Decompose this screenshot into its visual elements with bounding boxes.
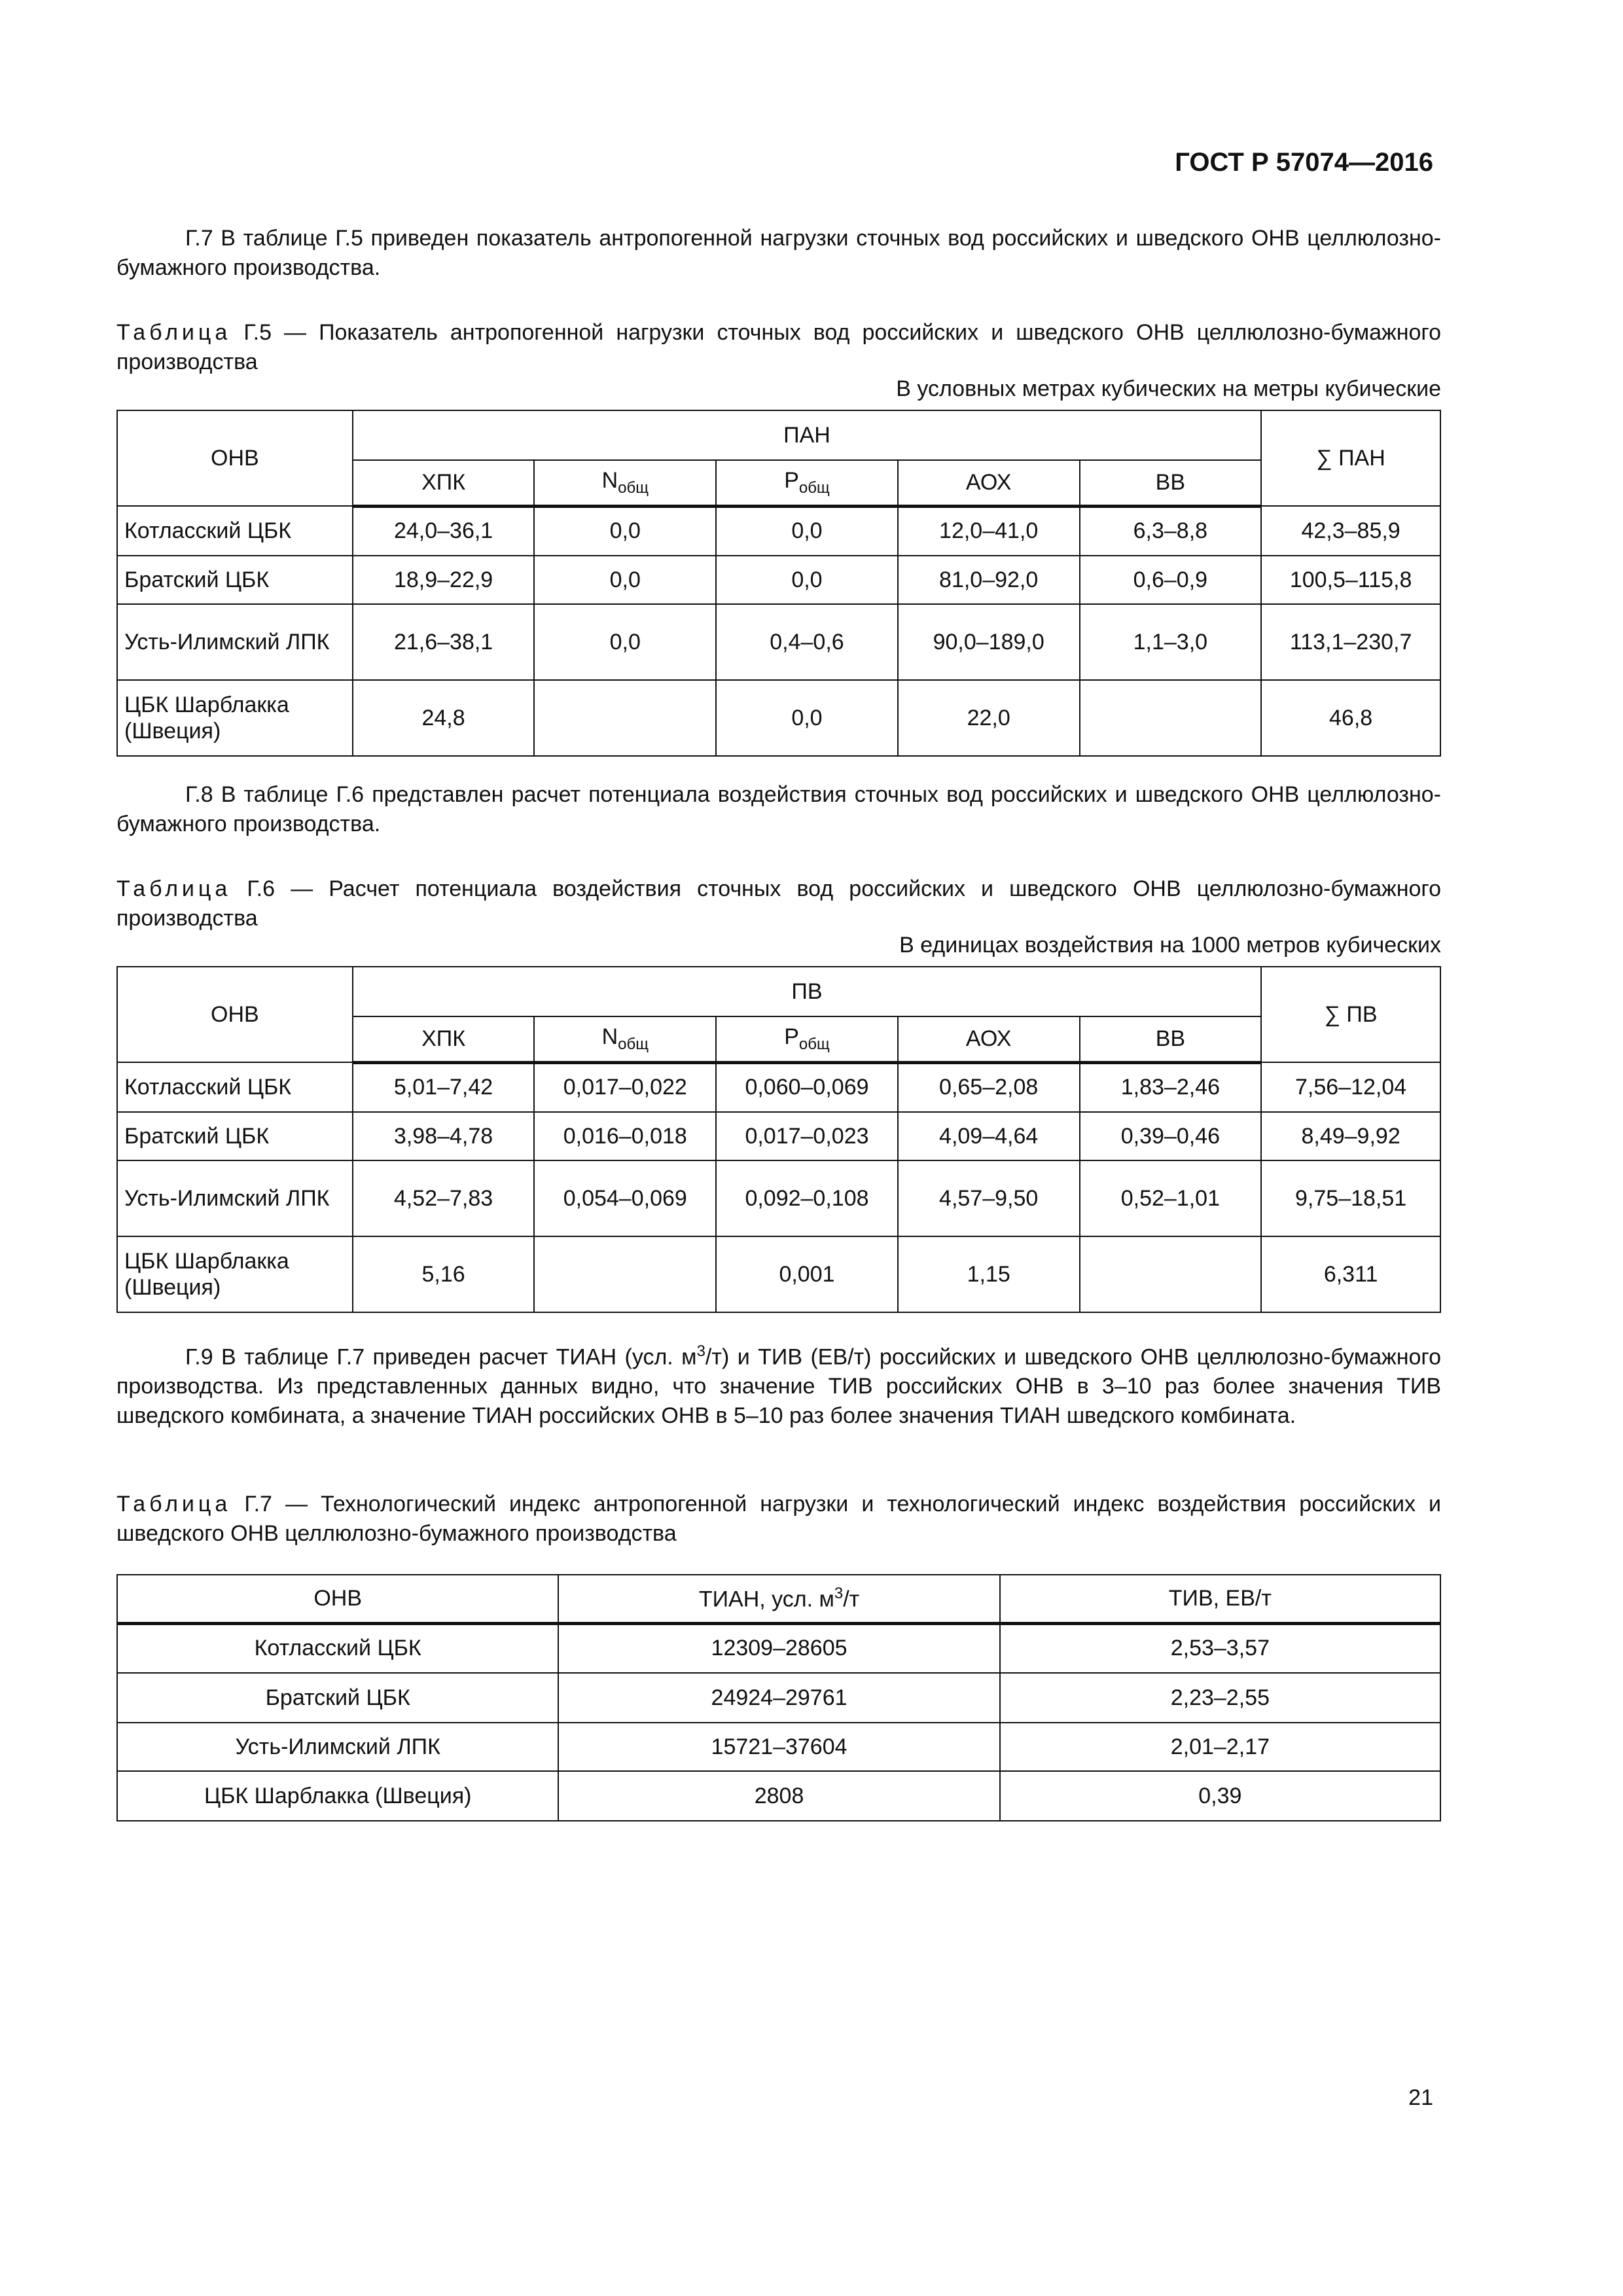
table5-col-hpk: ХПК [353, 460, 535, 506]
table7-caption-text: Г.7 — Технологический индекс антропогенной нагрузки и технологический индекс воздействия российских и шведского ОНВ целлюлозно-бумажного производства [116, 1492, 1441, 1546]
table5-label: Таблица [116, 320, 232, 345]
table5-col-vv: ВВ [1080, 460, 1262, 506]
paragraph-g8: Г.8 В таблице Г.6 представлен расчет потенциала воздействия сточных вод российских и шведского ОНВ целлюлозно-бумажного производства. [116, 782, 1441, 836]
cell-tiv: 0,39 [1000, 1771, 1440, 1821]
table-row [117, 604, 1440, 680]
paragraph-g9: Г.9 В таблице Г.7 приведен расчет ТИАН (усл. $м^3/т$) и ТИВ (ЕВ/т) российских и шведского ОНВ целлюлозно-бумажного производства. Из представленных данных видно, что значение ТИВ российских ОНВ в 3–10 раз более значения ТИВ шведского комбината, а значение ТИАН российских ОНВ в 5–10 раз более значения ТИАН шведского комбината. [116, 1342, 1441, 1429]
cell-hpk: 5,01–7,42 [353, 1062, 535, 1112]
cell-tian: 12309–28605 [558, 1623, 999, 1673]
cell-hpk: 4,52–7,83 [353, 1160, 535, 1236]
paragraph-g7: Г.7 В таблице Г.5 приведен показатель антропогенной нагрузки сточных вод российских и шведского ОНВ целлюлозно-бумажного производства. [116, 226, 1441, 280]
table5-unit-note: В условных метрах кубических на метры кубические [896, 376, 1441, 401]
cell-vv: 1,1–3,0 [1080, 604, 1262, 680]
table-row [117, 1062, 1440, 1112]
cell-sum: 42,3–85,9 [1261, 506, 1440, 556]
cell-n: 0,017–0,022 [534, 1062, 716, 1112]
table7-col-tiv: ТИВ, ЕВ/т [1000, 1575, 1440, 1623]
document-id: ГОСТ Р 57074—2016 [1175, 148, 1433, 177]
table-row [117, 1623, 1440, 1673]
cell-tiv: 2,23–2,55 [1000, 1673, 1440, 1723]
table6-col-p: $P_{общ}$ [716, 1016, 898, 1062]
table-row [117, 1236, 1440, 1312]
cell-vv: 6,3–8,8 [1080, 506, 1262, 556]
cell-p: 0,0 [716, 556, 898, 604]
row-name: ЦБК Шарблакка (Швеция) [117, 1771, 558, 1821]
table-row [117, 680, 1440, 756]
row-name: Котласский ЦБК [117, 506, 353, 556]
cell-sum: 8,49–9,92 [1261, 1112, 1440, 1160]
cell-aox: 81,0–92,0 [898, 556, 1080, 604]
table7-caption [116, 1490, 1441, 1549]
cell-p: 0,092–0,108 [716, 1160, 898, 1236]
cell-p: 0,0 [716, 506, 898, 556]
row-name: ЦБК Шарблакка (Швеция) [117, 1236, 353, 1312]
table5-caption [116, 318, 1441, 377]
table6-col-n: $N_{общ}$ [534, 1016, 716, 1062]
cell-vv: 0,52–1,01 [1080, 1160, 1262, 1236]
cell-aox: 4,57–9,50 [898, 1160, 1080, 1236]
row-name: Братский ЦБК [117, 556, 353, 604]
cell-aox: 0,65–2,08 [898, 1062, 1080, 1112]
cell-n [534, 1236, 716, 1312]
table5 [116, 410, 1441, 757]
cell-hpk: 24,8 [353, 680, 535, 756]
table7-col-tian: ТИАН, усл. $м^3/т$ [558, 1575, 999, 1623]
cell-tian: 2808 [558, 1771, 999, 1821]
row-name: Братский ЦБК [117, 1673, 558, 1723]
table5-col-onv: ОНВ [117, 410, 353, 506]
cell-tiv: 2,01–2,17 [1000, 1723, 1440, 1771]
table7-col-onv: ОНВ [117, 1575, 558, 1623]
cell-hpk: 5,16 [353, 1236, 535, 1312]
cell-tiv: 2,53–3,57 [1000, 1623, 1440, 1673]
cell-sum: 113,1–230,7 [1261, 604, 1440, 680]
table7 [116, 1574, 1441, 1821]
table7-label: Таблица [116, 1492, 232, 1516]
cell-sum: 9,75–18,51 [1261, 1160, 1440, 1236]
cell-sum: 46,8 [1261, 680, 1440, 756]
table5-group-pan: ПАН [353, 410, 1261, 460]
table6-col-onv: ОНВ [117, 967, 353, 1062]
cell-hpk: 24,0–36,1 [353, 506, 535, 556]
table-row [117, 1723, 1440, 1771]
cell-tian: 15721–37604 [558, 1723, 999, 1771]
row-name: ЦБК Шарблакка (Швеция) [117, 680, 353, 756]
cell-vv [1080, 1236, 1262, 1312]
table5-col-p: $P_{общ}$ [716, 460, 898, 506]
cell-n: 0,016–0,018 [534, 1112, 716, 1160]
table-row [117, 556, 1440, 604]
cell-p: 0,017–0,023 [716, 1112, 898, 1160]
table5-col-n: $N_{общ}$ [534, 460, 716, 506]
table6-group-pv: ПВ [353, 967, 1262, 1016]
cell-n: 0,0 [534, 604, 716, 680]
cell-p: 0,001 [716, 1236, 898, 1312]
row-name: Котласский ЦБК [117, 1062, 353, 1112]
cell-hpk: 21,6–38,1 [353, 604, 535, 680]
cell-vv: 1,83–2,46 [1080, 1062, 1262, 1112]
cell-aox: 4,09–4,64 [898, 1112, 1080, 1160]
table6-col-aox: АОХ [898, 1016, 1080, 1062]
cell-p: 0,4–0,6 [716, 604, 898, 680]
table-row [117, 506, 1440, 556]
cell-tian: 24924–29761 [558, 1673, 999, 1723]
cell-n: 0,054–0,069 [534, 1160, 716, 1236]
table-row [117, 1771, 1440, 1821]
cell-hpk: 3,98–4,78 [353, 1112, 535, 1160]
table-row [117, 1160, 1440, 1236]
cell-aox: 22,0 [898, 680, 1080, 756]
cell-aox: 1,15 [898, 1236, 1080, 1312]
page-number: 21 [1408, 2085, 1433, 2110]
cell-p: 0,060–0,069 [716, 1062, 898, 1112]
cell-p: 0,0 [716, 680, 898, 756]
cell-sum: 100,5–115,8 [1261, 556, 1440, 604]
table-row [117, 1673, 1440, 1723]
table6-col-vv: ВВ [1080, 1016, 1262, 1062]
table6-header-row [117, 967, 1440, 1016]
cell-vv: 0,39–0,46 [1080, 1112, 1262, 1160]
table6-label: Таблица [116, 876, 232, 901]
row-name: Усть-Илимский ЛПК [117, 604, 353, 680]
cell-hpk: 18,9–22,9 [353, 556, 535, 604]
cell-aox: 90,0–189,0 [898, 604, 1080, 680]
table6-unit-note: В единицах воздействия на 1000 метров кубических [899, 933, 1441, 958]
cell-n: 0,0 [534, 506, 716, 556]
cell-aox: 12,0–41,0 [898, 506, 1080, 556]
cell-n: 0,0 [534, 556, 716, 604]
row-name: Усть-Илимский ЛПК [117, 1160, 353, 1236]
cell-vv [1080, 680, 1262, 756]
table5-header-row [117, 410, 1440, 460]
cell-vv: 0,6–0,9 [1080, 556, 1262, 604]
row-name: Усть-Илимский ЛПК [117, 1723, 558, 1771]
cell-sum: 6,311 [1261, 1236, 1440, 1312]
table-row [117, 1112, 1440, 1160]
table6 [116, 966, 1441, 1313]
table5-col-aox: АОХ [898, 460, 1080, 506]
row-name: Братский ЦБК [117, 1112, 353, 1160]
table7-header-row [117, 1575, 1440, 1623]
table6-col-sum: ∑ ПВ [1261, 967, 1440, 1062]
table5-caption-text: Г.5 — Показатель антропогенной нагрузки сточных вод российских и шведского ОНВ целлюлозно-бумажного производства [116, 320, 1441, 374]
table6-caption [116, 874, 1441, 933]
row-name: Котласский ЦБК [117, 1623, 558, 1673]
table5-col-sum: ∑ ПАН [1261, 410, 1440, 506]
table6-col-hpk: ХПК [353, 1016, 535, 1062]
table6-caption-text: Г.6 — Расчет потенциала воздействия сточных вод российских и шведского ОНВ целлюлозно-бумажного производства [116, 876, 1441, 931]
cell-sum: 7,56–12,04 [1261, 1062, 1440, 1112]
cell-n [534, 680, 716, 756]
